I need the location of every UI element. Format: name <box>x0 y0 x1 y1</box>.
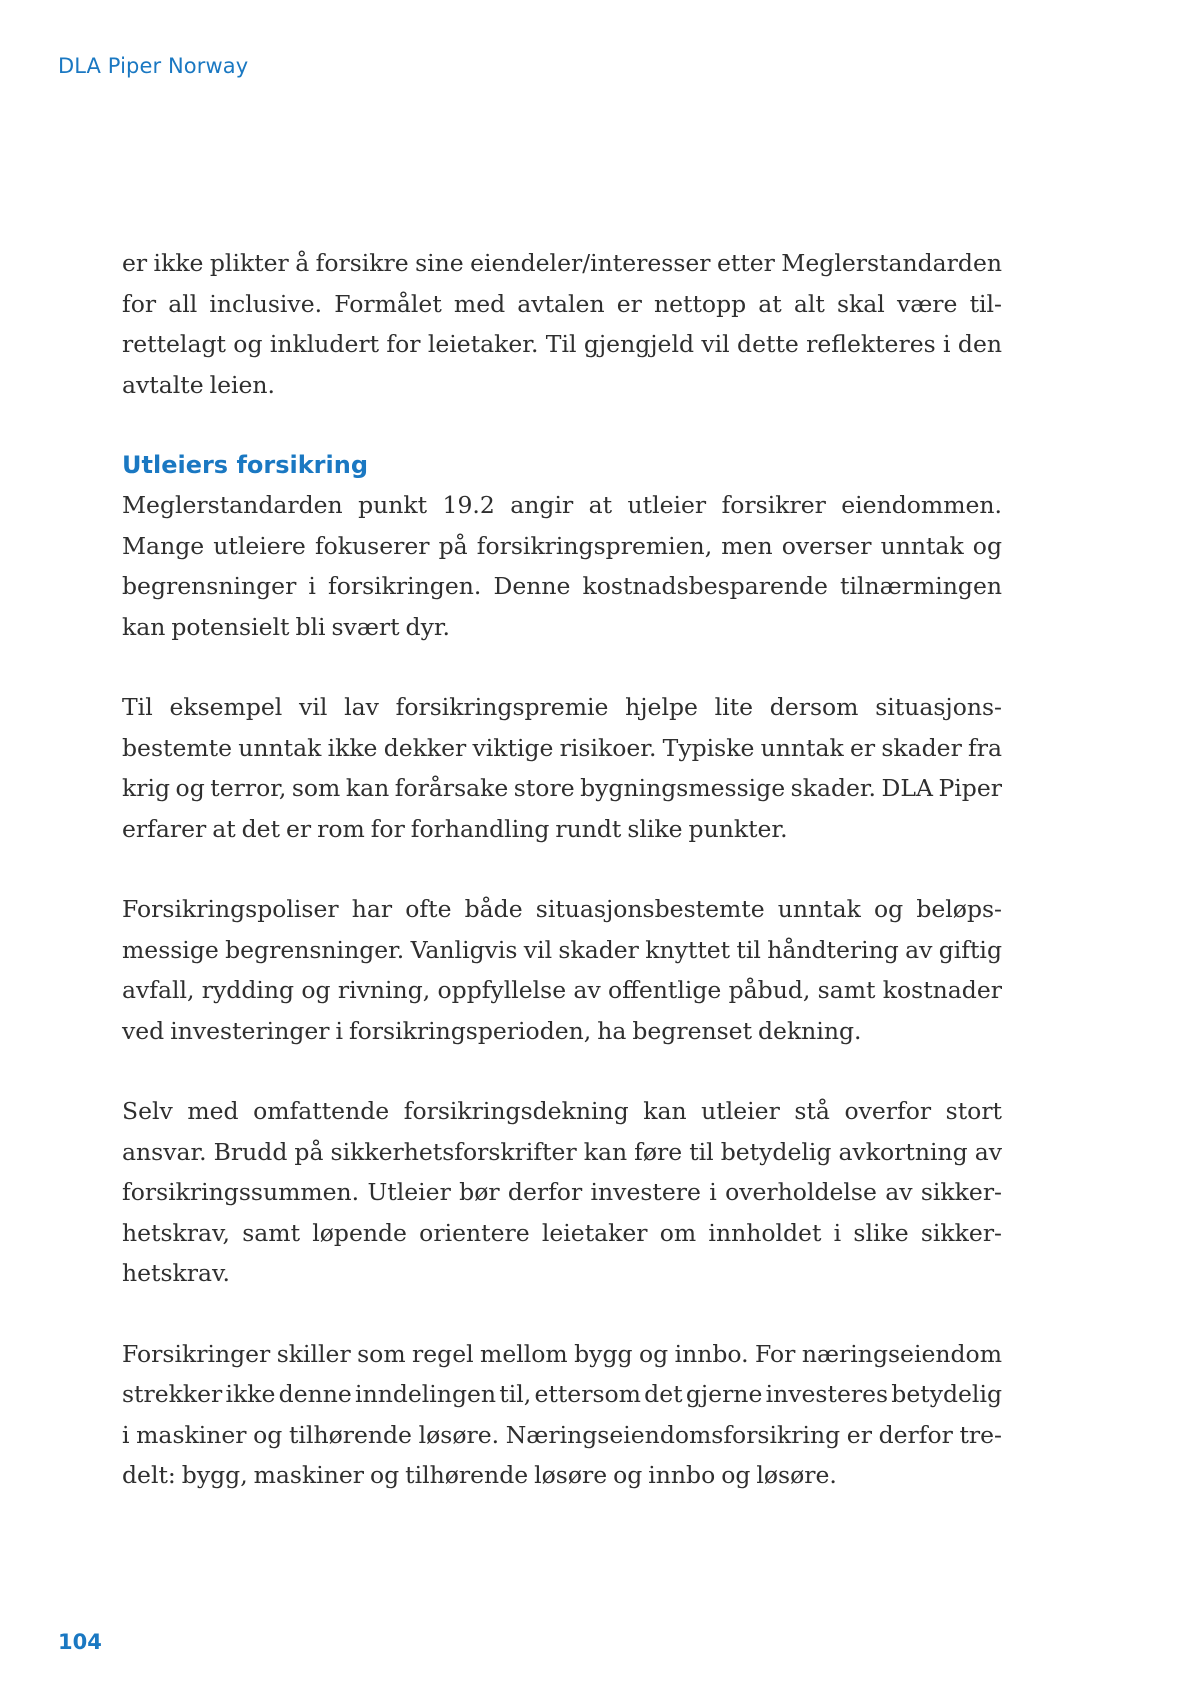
text-line: begrensninger i forsikringen. Denne kostnadsbesparende tilnærmingen <box>122 572 1002 600</box>
text-line: i maskiner og tilhørende løsøre. Næringseiendomsforsikring er derfor tre- <box>122 1420 1002 1449</box>
text-line: Meglerstandarden punkt 19.2 angir at utleier forsikrer eiendommen. <box>122 491 1002 519</box>
text-line: kan potensielt bli svært dyr. <box>122 612 451 641</box>
text-line: erfarer at det er rom for forhandling rundt slike punkter. <box>122 814 788 843</box>
body-text <box>122 243 1002 1496</box>
paragraph <box>122 1334 1002 1496</box>
text-line: for all inclusive. Formålet med avtalen er nettopp at alt skal være til- <box>122 289 1002 318</box>
intro-paragraph <box>122 243 1002 405</box>
text-line: messige begrensninger. Vanligvis vil skader knyttet til håndtering av giftig <box>122 935 1002 964</box>
text-line: rettelagt og inkludert for leietaker. Til gjengjeld vil dette reflekteres i den <box>122 330 1002 358</box>
text-line: strekker ikke denne inndelingen til, ettersom det gjerne investeres betydelig <box>122 1380 1002 1408</box>
text-line: ved investeringer i forsikringsperioden, ha begrenset dekning. <box>122 1016 862 1045</box>
text-line: hetskrav, samt løpende orientere leietaker om innholdet i slike sikker- <box>122 1218 1002 1247</box>
text-line: Forsikringspoliser har ofte både situasjonsbestemte unntak og beløps- <box>122 895 1002 923</box>
page-number: 104 <box>58 1630 102 1654</box>
text-line: Mange utleiere fokuserer på forsikringspremien, men overser unntak og <box>122 531 1002 560</box>
paragraph <box>122 1091 1002 1294</box>
paragraph <box>122 687 1002 849</box>
text-line: Til eksempel vil lav forsikringspremie hjelpe lite dersom situasjons- <box>122 693 1002 721</box>
text-line: krig og terror, som kan forårsake store bygningsmessige skader. DLA Piper <box>122 774 1002 802</box>
text-line: delt: bygg, maskiner og tilhørende løsøre og innbo og løsøre. <box>122 1461 837 1489</box>
text-line: ansvar. Brudd på sikkerhetsforskrifter kan føre til betydelig avkortning av <box>122 1137 1002 1166</box>
text-line: Selv med omfattende forsikringsdekning kan utleier stå overfor stort <box>122 1097 1002 1125</box>
text-line: forsikringssummen. Utleier bør derfor investere i overholdelse av sikker- <box>122 1178 1002 1206</box>
paragraph <box>122 889 1002 1051</box>
text-line: bestemte unntak ikke dekker viktige risikoer. Typiske unntak er skader fra <box>122 733 1002 762</box>
text-line: avfall, rydding og rivning, oppfyllelse av offentlige påbud, samt kostnader <box>122 976 1002 1004</box>
text-line: avtalte leien. <box>122 370 276 399</box>
section-heading: Utleiers forsikring <box>122 451 369 479</box>
text-line: er ikke plikter å forsikre sine eiendeler/interesser etter Meglerstandarden <box>122 249 1002 277</box>
paragraph <box>122 485 1002 647</box>
text-line: hetskrav. <box>122 1259 230 1287</box>
running-header: DLA Piper Norway <box>58 54 249 78</box>
text-line: Forsikringer skiller som regel mellom bygg og innbo. For næringseiendom <box>122 1339 1002 1368</box>
